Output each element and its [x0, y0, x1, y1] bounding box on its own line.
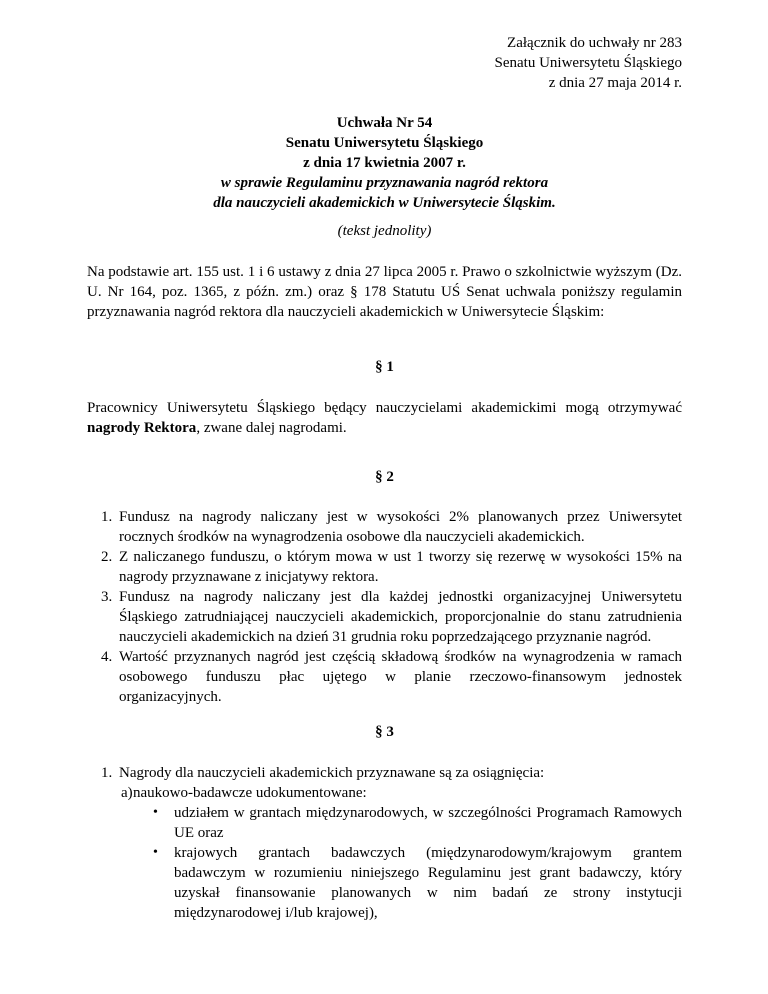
bullet-item — [87, 803, 682, 843]
list-item-number: 1. — [101, 765, 113, 781]
bullet-text: krajowych grantach badawczych (międzynarodowym/krajowym grantem badawczym w rozumieniu niniejszego Regulaminu jest grant badawczy, który uzyskał finansowanie planowanych w nim badań ze strony instytucji międzynarodowej i/lub krajowej), — [174, 845, 682, 921]
title-line-1: Uchwała Nr 54 — [336, 115, 433, 131]
sub-item-a — [87, 783, 682, 803]
list-item — [87, 587, 682, 647]
intro-paragraph: Na podstawie art. 155 ust. 1 i 6 ustawy z dnia 27 lipca 2005 r. Prawo o szkolnictwie wyższym (Dz. U. Nr 164, poz. 1365, z późn. zm.) oraz § 178 Statutu UŚ Senat uchwala poniższy regulamin przyznawania nagród rektora dla nauczycieli akademickich w Uniwersytecie Śląskim: — [87, 264, 682, 320]
sub-item-letter: a) — [121, 785, 133, 801]
section-3-list — [87, 763, 682, 923]
subtitle: (tekst jednolity) — [337, 223, 432, 239]
list-item-text: Fundusz na nagrody naliczany jest dla każdej jednostki organizacyjnej Uniwersytetu Śląskiego zatrudniającej nauczycieli akademickich, proporcjonalnie do stanu zatrudnienia nauczycieli akademickich na dzień 31 grudnia roku poprzedzającego przyznanie nagród. — [119, 589, 682, 645]
annex-line-2: Senatu Uniwersytetu Śląskiego — [494, 55, 682, 71]
list-item-text: Z naliczanego funduszu, o którym mowa w ust 1 tworzy się rezerwę w wysokości 15% na nagrody przyznawane z inicjatywy rektora. — [119, 549, 682, 585]
section-1-text-after: , zwane dalej nagrodami. — [196, 420, 347, 436]
list-item-number: 3. — [101, 589, 113, 605]
list-item — [87, 547, 682, 587]
title-line-4: w sprawie Regulaminu przyznawania nagród rektora — [220, 175, 549, 191]
list-item — [87, 507, 682, 547]
bullet-icon: • — [153, 805, 158, 820]
bullet-text: udziałem w grantach międzynarodowych, w szczególności Programach Ramowych UE oraz — [174, 805, 682, 841]
title-line-2: Senatu Uniwersytetu Śląskiego — [285, 135, 484, 151]
list-item-text: Nagrody dla nauczycieli akademickich przyznawane są za osiągnięcia: — [119, 765, 545, 781]
bullet-icon: • — [153, 845, 158, 860]
resolution-title — [87, 113, 682, 213]
list-item — [87, 763, 682, 783]
list-item-number: 1. — [101, 509, 113, 525]
list-item — [87, 647, 682, 707]
title-line-5: dla nauczycieli akademickich w Uniwersytecie Śląskim. — [213, 195, 556, 211]
section-1-heading: § 1 — [375, 359, 394, 375]
section-2-list — [87, 507, 682, 707]
section-2-heading: § 2 — [375, 469, 394, 485]
list-item-number: 2. — [101, 549, 113, 565]
list-item-text: Wartość przyznanych nagród jest częścią składową środków na wynagrodzenia w ramach osobowego funduszu płac ujętego w planie rzeczowo-finansowym jednostek organizacyjnych. — [119, 649, 682, 705]
section-1-text-bold: nagrody Rektora — [87, 420, 197, 436]
section-3-heading: § 3 — [375, 724, 394, 740]
section-1-text — [87, 398, 682, 438]
annex-note — [495, 33, 682, 93]
list-item-text: Fundusz na nagrody naliczany jest w wysokości 2% planowanych przez Uniwersytet rocznych środków na wynagrodzenia osobowe dla nauczycieli akademickich. — [119, 509, 682, 545]
annex-line-3: z dnia 27 maja 2014 r. — [548, 75, 682, 91]
annex-line-1: Załącznik do uchwały nr 283 — [507, 35, 682, 51]
title-line-3: z dnia 17 kwietnia 2007 r. — [303, 155, 466, 171]
list-item-number: 4. — [101, 649, 113, 665]
sub-item-text: naukowo-badawcze udokumentowane: — [133, 785, 367, 801]
bullet-item — [87, 843, 682, 923]
section-1-text-before: Pracownicy Uniwersytetu Śląskiego będący nauczycielami akademickimi mogą otrzymywać — [87, 400, 682, 416]
